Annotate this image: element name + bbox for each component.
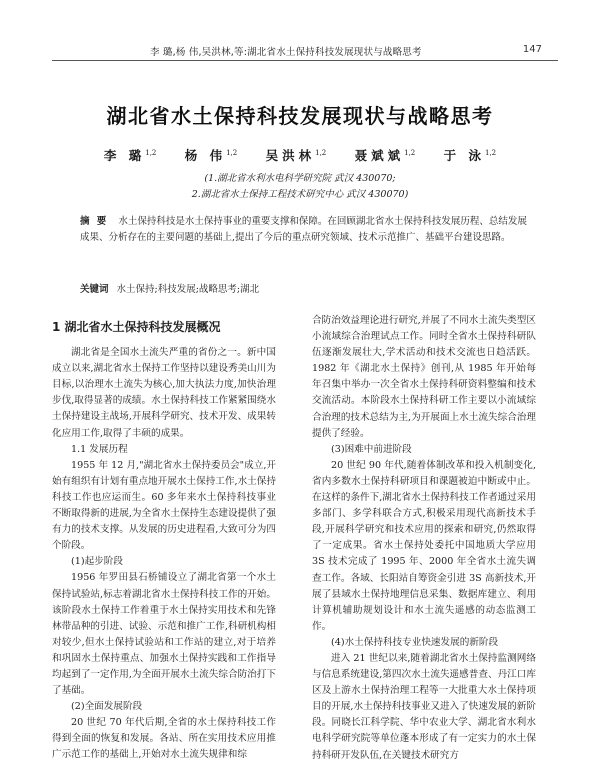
subsection-heading: 1.1 发展历程: [71, 443, 128, 455]
abstract: [80, 214, 528, 245]
page-number: 147: [522, 44, 542, 55]
abstract-label: 摘 要: [80, 216, 109, 227]
paragraph: 20 世纪 90 年代,随着体制改革和投入机制变化,省内多数水土保持科研项目和课题被迫中断或中止。在这样的条件下,湖北省水土保持科技工作者通过采用多部门、多学科联合方式,积极采用现代高新技术手段,开展科学研究和技术应用的探索和研究,仍然取得了一定成果。省水土保持处委托中国地质大学应用 3S 技术完成了 1995 年、2000 年全省水土流失调查工作。各域、长阳站自筹资金引进 3S 高新技术,开展了县域水土保持地理信息采集、数据库建立、利用计算机辅助规划设计和水土流失遥感的动态监测工作。: [312, 459, 536, 632]
stage-heading: (1)起步阶段: [71, 556, 123, 568]
affiliation-1: (1.湖北省水利水电科学研究院 武汉 430070;: [204, 173, 396, 184]
keywords: [80, 281, 528, 295]
affiliation-2: 2.湖北省水土保持工程技术研究中心 武汉 430070): [191, 189, 409, 200]
author: 李 璐$^{1,2}$: [103, 148, 157, 163]
running-header: [0, 0, 600, 58]
stage-heading: (3)困难中前进阶段: [331, 443, 412, 455]
paragraph: 合防治效益理论进行研究,并展了不同水土流失类型区小流域综合治理试点工作。同时全省水土保持科研队伍逐渐发展壮大,学术活动和技术交流也日趋活跃。1982 年《湖北水土保持》创刊,从 1985 年开始每年召集中举办一次全省水土保持科研资料整编和技术交流活动。本阶段水土保持科研工作主要以小流域综合治理的技术总结为主,为开展面上水土流失综合治理提供了经验。: [312, 315, 536, 439]
author: 聂斌斌$^{1,2}$: [354, 148, 416, 163]
section-heading: 1 湖北省水土保持科技发展概况: [52, 320, 221, 334]
header-divider: [52, 60, 558, 61]
abstract-text: 水土保持科技是水土保持事业的重要支撑和保障。在回顾湖北省水土保持科技发展历程、总结发展成果、分析存在的主要问题的基础上,提出了今后的重点研究领域、技术示范推广、基础平台建设思路。: [80, 216, 527, 243]
left-column: [52, 313, 276, 764]
author-list: [0, 146, 600, 164]
author: 杨 伟$^{1,2}$: [184, 148, 238, 163]
paragraph: 进入 21 世纪以来,随着湖北省水土保持监测网络与信息系统建设,第四次水土流失遥感普查、丹江口库区及上游水土保持治理工程等一大批重大水土保持项目的开展,水土保持科技事业又进入了快速发展的新阶段。同晓长江科学院、华中农业大学、湖北省水利水电科学研究院等单位蓬本形成了有一定实力的水土保持科研开发队伍,在关键技术研究方: [312, 652, 536, 761]
keywords-label: 关键词: [80, 284, 109, 295]
paragraph: 1956 年罗田县石桥铺设立了湖北省第一个水土保持试验站,标志着湖北省水土保持科技工作的开始。该阶段水土保持工作着重于水土保持实用技术和先锋林带品种的引进、试验、示范和推广工作,科研机构相对较少,但水土保持试验站和工作站的建立,对于培养和巩固水土保持重点、加强水土保持实践和工作指导均起到了一定作用,为全面开展水土流失综合防治打下了基础。: [52, 572, 276, 697]
paragraph: 20 世纪 70 年代后期,全省的水土保持科技工作得到全面的恢复和发展。各站、所在实用技术应用推广示范工作的基础上,开始对水土流失规律和综: [52, 717, 276, 761]
paragraph: 1955 年 12 月,"湖北省水土保持委员会"成立,开始有组织有计划有重点地开展水土保持工作,水土保持科技工作也应运而生。60 多年来水土保持科技事业不断取得新的进展,为全省水土保持生态建设提供了强有力的技术支撑。从发展的历史进程看,大致可分为四个阶段。: [52, 459, 276, 552]
author: 于 泳$^{1,2}$: [443, 148, 497, 163]
stage-heading: (2)全面发展阶段: [71, 701, 143, 713]
paragraph: 湖北省是全国水土流失严重的省份之一。新中国成立以来,湖北省水土保持工作坚持以建设秀美山川为目标,以治理水土流失为核心,加大执法力度,加快治理步伐,取得显著的成绩。水土保持科技工作紧紧围绕水土保持建设主战场,开展科学研究、技术开发、成果转化应用工作,取得了丰硕的成果。: [52, 347, 276, 439]
article-title: 湖北省水土保持科技发展现状与战略思考: [106, 104, 494, 128]
stage-heading: (4)水土保持科技专业快速发展的新阶段: [331, 636, 499, 648]
keywords-text: 水土保持;科技发展;战略思考;湖北: [116, 284, 260, 295]
right-column: [312, 313, 536, 764]
author: 吴洪林$^{1,2}$: [265, 148, 327, 163]
running-title: 李 璐,杨 伟,吴洪林,等:湖北省水土保持科技发展现状与战略思考: [150, 47, 422, 58]
